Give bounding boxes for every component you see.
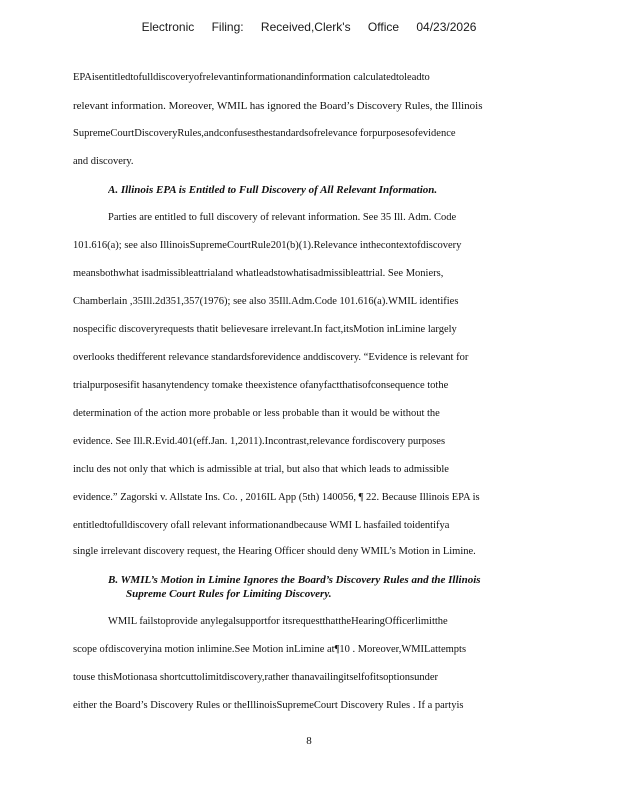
paragraph-line: single irrelevant discovery request, the Hearing Officer should deny WMIL’s Motion in Limine.: [73, 546, 476, 557]
paragraph-line: Chamberlain ,35Ill.2d351,357(1976); see also 35Ill.Adm.Code 101.616(a).WMIL identifies: [73, 296, 459, 307]
section-heading-a: A. Illinois EPA is Entitled to Full Discovery of All Relevant Information.: [108, 184, 438, 196]
paragraph-line: relevant information. Moreover, WMIL has ignored the Board’s Discovery Rules, the Illinois: [73, 100, 483, 112]
filing-header: Electronic Filing: Received,Clerk's Office 04/23/2026: [141, 20, 477, 34]
paragraph-line: SupremeCourtDiscoveryRules,andconfusesthestandardsofrelevance forpurposesofevidence: [73, 128, 456, 139]
paragraph-line: evidence. See Ill.R.Evid.401(eff.Jan. 1,2011).Incontrast,relevance fordiscovery purposes: [73, 436, 446, 447]
paragraph-line: WMIL failstoprovide anylegalsupportfor itsrequestthattheHearingOfficerlimitthe: [108, 616, 448, 627]
paragraph-line: 101.616(a); see also IllinoisSupremeCourtRule201(b)(1).Relevance inthecontextofdiscovery: [73, 240, 462, 251]
paragraph-line: nospecific discoveryrequests thatit believesare irrelevant.In fact,itsMotion inLimine largely: [73, 324, 457, 335]
paragraph-line: scope ofdiscoveryina motion inlimine.See Motion inLimine at¶10 . Moreover,WMILattempts: [73, 644, 467, 655]
paragraph-line: touse thisMotionasa shortcuttolimitdiscovery,rather thanavailingitselfofitsoptionsunder: [73, 672, 439, 683]
section-heading-b-continued: Supreme Court Rules for Limiting Discovery.: [126, 588, 332, 600]
paragraph-line: evidence.” Zagorski v. Allstate Ins. Co. , 2016IL App (5th) 140056, ¶ 22. Because Illinois EPA is: [73, 492, 480, 503]
paragraph-line: inclu des not only that which is admissible at trial, but also that which leads to admissible: [73, 464, 449, 475]
paragraph-line: either the Board’s Discovery Rules or theIllinoisSupremeCourt Discovery Rules . If a partyis: [73, 700, 464, 711]
paragraph-line: Parties are entitled to full discovery of relevant information. See 35 Ill. Adm. Code: [108, 212, 457, 223]
paragraph-line: and discovery.: [73, 156, 134, 167]
paragraph-line: overlooks thedifferent relevance standardsforevidence anddiscovery. “Evidence is relevant for: [73, 352, 469, 363]
paragraph-line: meansbothwhat isadmissibleattrialand whatleadstowhatisadmissibleattrial. See Moniers,: [73, 268, 444, 279]
paragraph-line: trialpurposesifit hasanytendency tomake theexistence ofanyfactthatisofconsequence tothe: [73, 380, 449, 391]
page-number: 8: [306, 735, 312, 747]
paragraph-line: determination of the action more probable or less probable than it would be without the: [73, 408, 440, 419]
paragraph-line: entitledtofulldiscovery ofall relevant informationandbecause WMI L hasfailed toidentifya: [73, 520, 450, 531]
section-heading-b: B. WMIL’s Motion in Limine Ignores the Board’s Discovery Rules and the Illinois: [108, 574, 481, 586]
paragraph-line: EPAisentitledtofulldiscoveryofrelevantinformationandinformation calculatedtoleadto: [73, 72, 430, 83]
